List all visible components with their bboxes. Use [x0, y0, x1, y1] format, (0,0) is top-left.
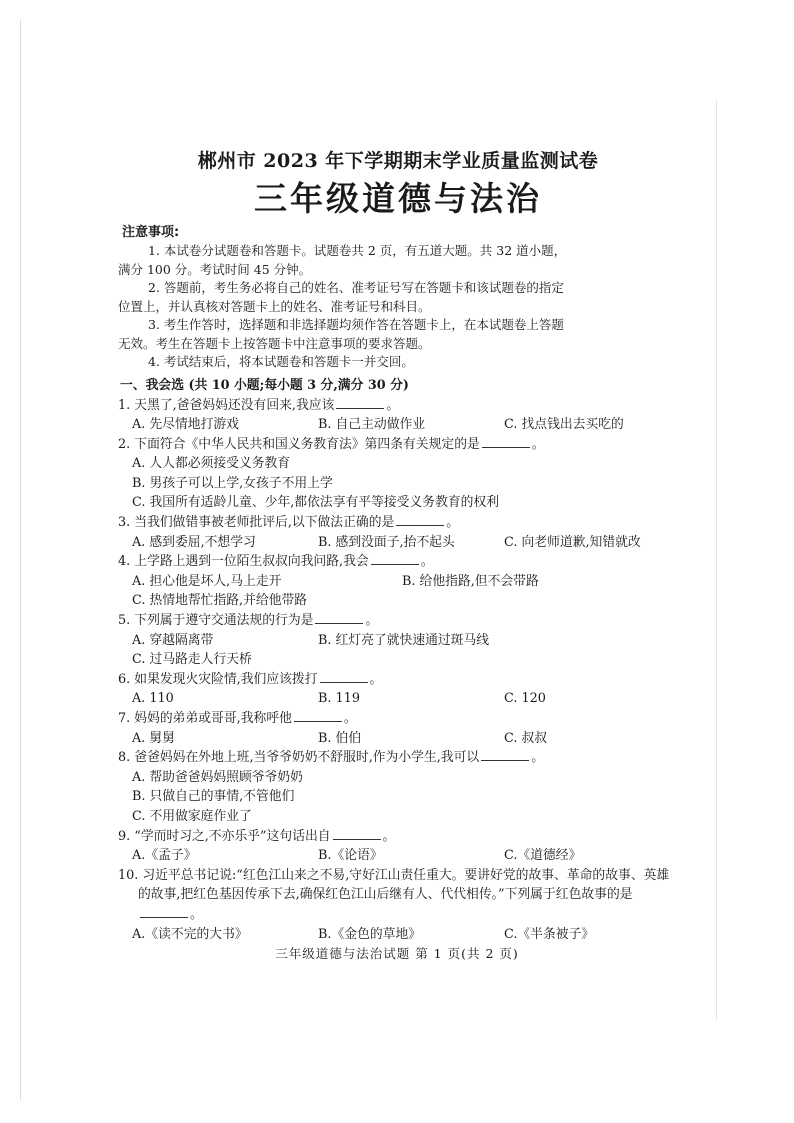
- subject-title: 三年级道德与法治: [254, 179, 542, 218]
- scan-edge-line: [20, 20, 21, 1100]
- section-heading: 一、我会选 (共 10 小题;每小题 3 分,满分 30 分): [120, 377, 409, 393]
- option-a: A. 穿越隔离带: [132, 632, 214, 648]
- note-line: 4. 考试结束后，将本试题卷和答题卡一并交回。: [148, 354, 414, 369]
- note-line: 2. 答题前，考生务必将自己的姓名、准考证号写在答题卡和该试题卷的指定: [148, 280, 564, 295]
- option-row: [118, 631, 678, 651]
- option-c: C. 向老师道歉,知错就改: [504, 534, 641, 550]
- question-stem: 7. 妈妈的弟弟或哥哥,我称呼他 。: [118, 711, 357, 726]
- answer-blank: [336, 396, 384, 409]
- option-row: [118, 689, 678, 709]
- option-row: [118, 572, 678, 592]
- answer-blank: [371, 552, 419, 565]
- note-line: 1. 本试卷分试题卷和答题卡。试题卷共 2 页，有五道大题。共 32 道小题，: [148, 243, 567, 258]
- option-row: [118, 925, 678, 945]
- option-b: B. 感到没面子,抬不起头: [318, 534, 455, 550]
- option-row: [118, 729, 678, 749]
- note-line: 3. 考生作答时，选择题和非选择题均须作答在答题卡上，在本试题卷上答题: [148, 317, 564, 332]
- option-row: [118, 415, 678, 435]
- option-a: A. 帮助爸爸妈妈照顾爷爷奶奶: [132, 769, 303, 785]
- answer-blank: [294, 709, 342, 722]
- option-row: [118, 846, 678, 866]
- option-b: B. 给他指路,但不会带路: [402, 573, 539, 589]
- question-stem: 9. “学而时习之,不亦乐乎”这句话出自 。: [118, 828, 396, 844]
- question-stem: 4. 上学路上遇到一位陌生叔叔向我问路,我会 。: [118, 554, 434, 570]
- option-c: C. 120: [504, 691, 546, 707]
- page-footer: 三年级道德与法治试题 第 1 页(共 2 页): [275, 946, 519, 961]
- answer-blank: [396, 513, 444, 526]
- answer-blank: [333, 827, 381, 840]
- option-a: A.《读不完的大书》: [132, 926, 248, 942]
- option-c: C. 不用做家庭作业了: [132, 808, 252, 824]
- question-stem: 1. 天黑了,爸爸妈妈还没有回来,我应该 。: [118, 397, 400, 413]
- option-b: B. 只做自己的事情,不管他们: [132, 789, 295, 805]
- option-b: B.《论语》: [318, 848, 383, 864]
- question-stem: 3. 当我们做错事被老师批评后,以下做法正确的是 。: [118, 515, 460, 531]
- question-stem: 2. 下面符合《中华人民共和国义务教育法》第四条有关规定的是 。: [118, 436, 545, 452]
- option-c: C. 找点钱出去买吃的: [504, 417, 624, 433]
- option-c: C. 过马路走人行天桥: [132, 652, 252, 668]
- option-a: A. 舅舅: [132, 730, 175, 746]
- option-a: A. 感到委屈,不想学习: [132, 534, 256, 550]
- option-row: [118, 533, 678, 553]
- question-stem: 8. 爸爸妈妈在外地上班,当爷爷奶奶不舒服时,作为小学生,我可以 。: [118, 750, 544, 766]
- option-b: B. 伯伯: [318, 730, 362, 746]
- answer-blank: [320, 670, 368, 683]
- answer-blank: [140, 905, 188, 918]
- answer-blank: [481, 748, 529, 761]
- option-b: B. 自己主动做作业: [318, 417, 426, 433]
- option-a: A. 110: [132, 691, 174, 707]
- option-a: A.《孟子》: [132, 848, 197, 864]
- option-c: C. 我国所有适龄儿童、少年,都依法享有平等接受义务教育的权利: [132, 495, 500, 511]
- option-a: A. 人人都必须接受义务教育: [132, 456, 291, 472]
- option-c: C. 热情地帮忙指路,并给他带路: [132, 593, 308, 609]
- option-b: B. 男孩子可以上学,女孩子不用上学: [132, 475, 333, 491]
- answer-blank: [482, 435, 530, 448]
- option-b: B.《金色的草地》: [318, 926, 422, 942]
- notes-heading: 注意事项:: [122, 225, 180, 240]
- option-b: B. 红灯亮了就快速通过斑马线: [318, 632, 490, 648]
- question-stem: 10. 习近平总书记说:“红色江山来之不易,守好江山责任重大。要讲好党的故事、革命的故事、英雄的故事,把红色基因传承下去,确保红色江山后继有人、代代相传。”下列属于红色故事的是。: [118, 867, 670, 922]
- exam-title: 郴州市 2023 年下学期期末学业质量监测试卷: [197, 150, 599, 172]
- note-line: 位置上，并认真核对答题卡上的姓名、准考证号和科目。: [118, 298, 431, 314]
- note-line: 无效。考生在答题卡上按答题卡中注意事项的要求答题。: [118, 335, 431, 351]
- note-line: 满分 100 分。考试时间 45 分钟。: [118, 261, 312, 277]
- option-c: C. 叔叔: [504, 730, 548, 746]
- answer-blank: [315, 611, 363, 624]
- option-c: C.《道德经》: [504, 848, 582, 864]
- question-stem: 5. 下列属于遵守交通法规的行为是 。: [118, 613, 379, 629]
- scan-edge-line: [716, 100, 717, 1020]
- option-b: B. 119: [318, 691, 360, 707]
- exam-sheet: [118, 148, 678, 944]
- option-a: A. 先尽情地打游戏: [132, 417, 239, 433]
- question-stem: 6. 如果发现火灾险情,我们应该拨打 。: [118, 671, 383, 687]
- option-a: A. 担心他是坏人,马上走开: [132, 573, 282, 589]
- option-c: C.《半条被子》: [504, 926, 595, 942]
